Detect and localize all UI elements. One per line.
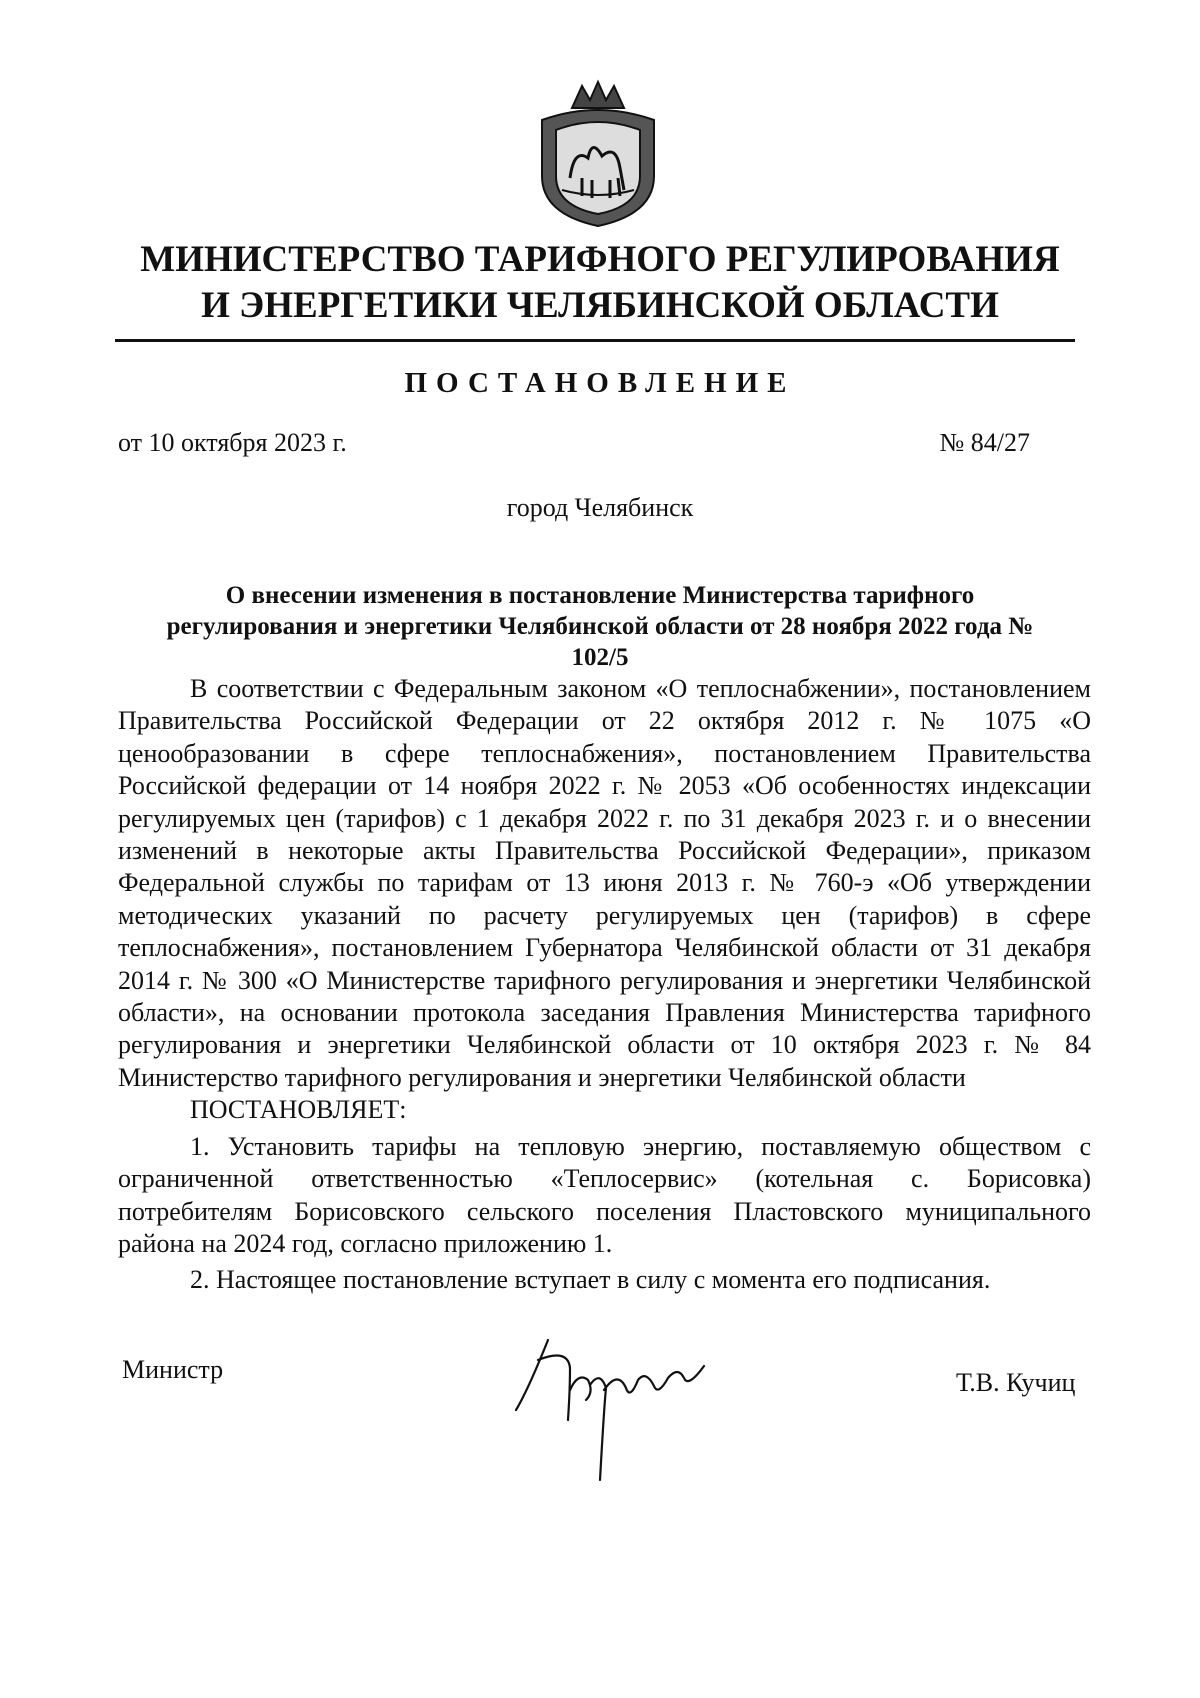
document-number: № 84/27 xyxy=(939,428,1030,457)
preamble-paragraph: В соответствии с Федеральным законом «О теплоснабжении», постановлением Правительства Российской Федерации от 22 октября 2012 г. № 1075 «О ценообразовании в сфере теплоснабжения», постановлением Правительства Российской федерации от 14 ноября 2022 г. № 2053 «Об особенностях индексации регулируемых цен (тарифов) с 1 декабря 2022 г. по 31 декабря 2023 г. и о внесении изменений в некоторые акты Правительства Российской Федерации», приказом Федеральной службы по тарифам от 13 июня 2013 г. № 760-э «Об утверждении методических указаний по расчету регулируемых цен (тарифов) в сфере теплоснабжения», постановлением Губернатора Челябинской области от 31 декабря 2014 г. № 300 «О Министерстве тарифного регулирования и энергетики Челябинской области», на основании протокола заседания Правления Министерства тарифного регулирования и энергетики Челябинской области от 10 октября 2023 г. № 84 Министерство тарифного регулирования и энергетики Челябинской области xyxy=(118,674,1091,1092)
header-divider xyxy=(115,339,1075,342)
coat-of-arms-icon xyxy=(532,78,664,230)
item-1-paragraph: 1. Установить тарифы на тепловую энергию, поставляемую обществом с ограниченной ответственностью «Теплосервис» (котельная с. Борисовка) потребителям Борисовского сельского поселения Пластовского муниципального района на 2024 год, согласно приложению 1. xyxy=(118,1131,1091,1258)
signer-name: Т.В. Кучиц xyxy=(956,1368,1076,1397)
document-date: от 10 октября 2023 г. xyxy=(118,428,347,457)
document-body xyxy=(118,673,1091,1297)
handwritten-signature xyxy=(508,1330,758,1490)
ministry-name-line2: И ЭНЕРГЕТИКИ ЧЕЛЯБИНСКОЙ ОБЛАСТИ xyxy=(201,285,999,326)
document-title: О внесении изменения в постановление Министерства тарифного регулирования и энергетики Челябинской области от 28 ноября 2022 года № 102/5 xyxy=(166,582,1034,671)
document-type: ПОСТАНОВЛЕНИЕ xyxy=(404,367,796,399)
item-2-paragraph: 2. Настоящее постановление вступает в силу с момента его подписания. xyxy=(190,1265,991,1295)
city: город Челябинск xyxy=(506,493,694,522)
signer-position: Министр xyxy=(122,1355,224,1384)
resolves-label: ПОСТАНОВЛЯЕТ: xyxy=(190,1095,407,1125)
ministry-name-line1: МИНИСТЕРСТВО ТАРИФНОГО РЕГУЛИРОВАНИЯ xyxy=(140,239,1060,280)
